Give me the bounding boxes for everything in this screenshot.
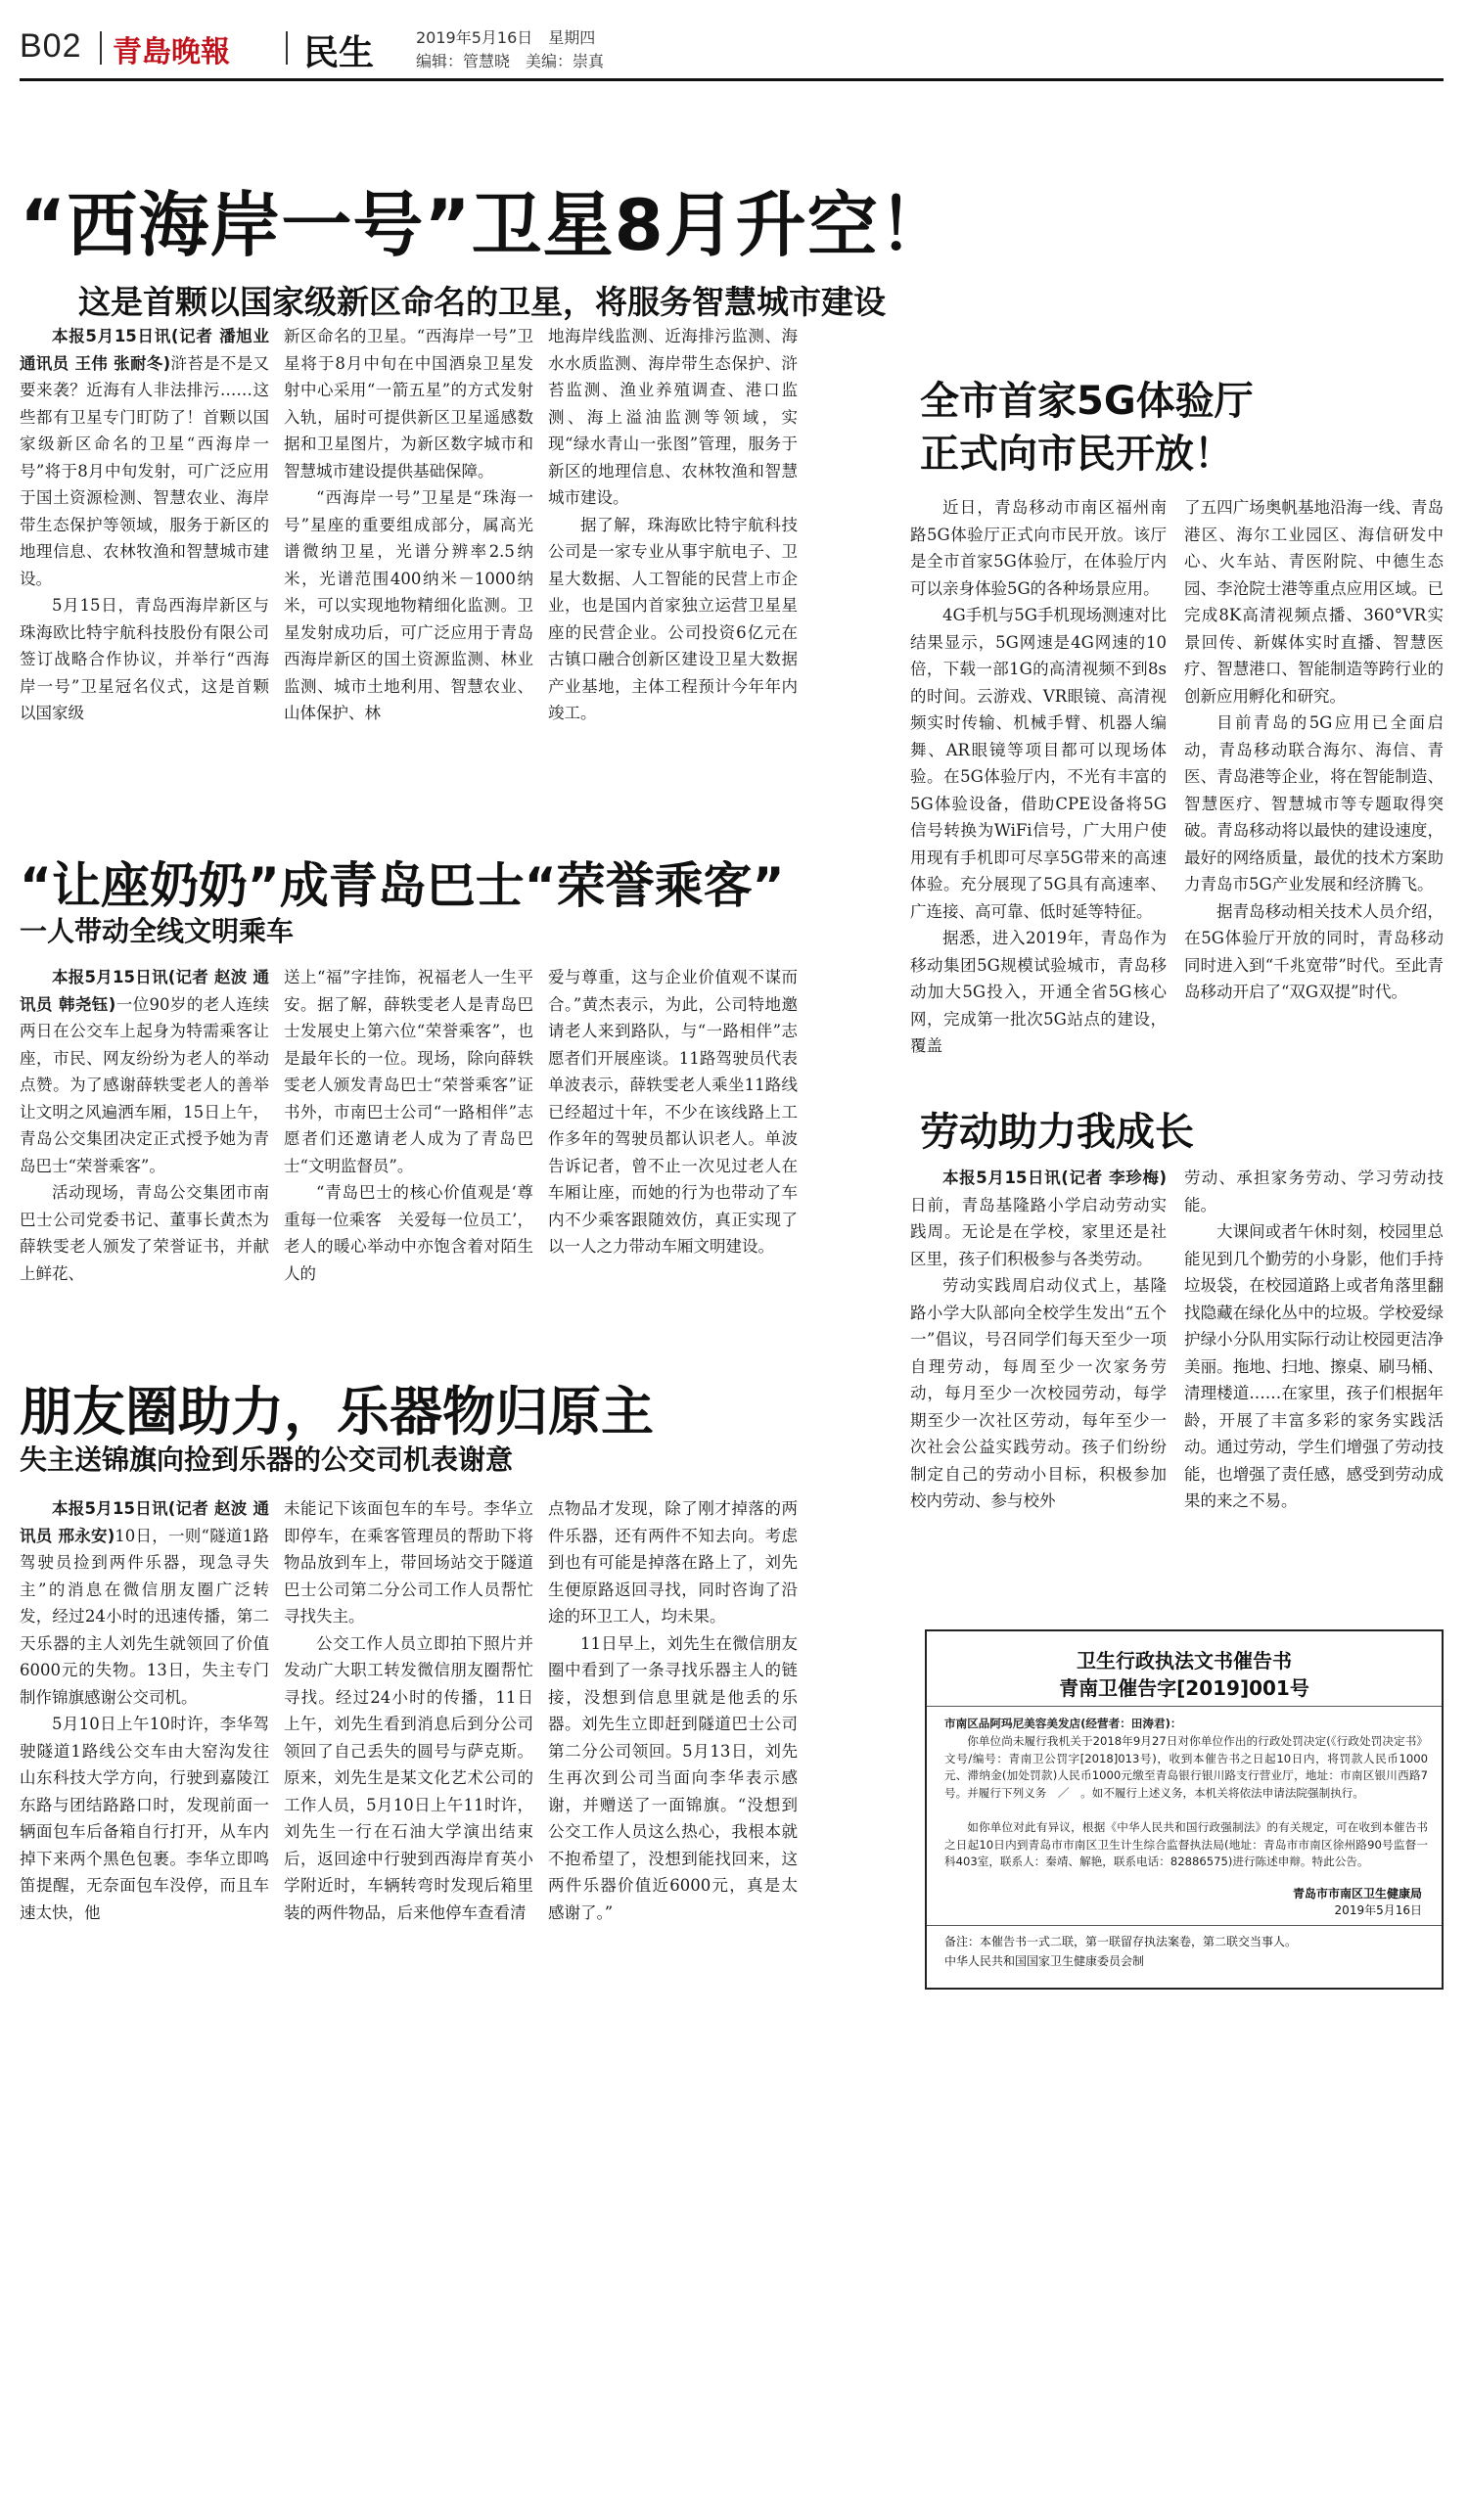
notice-signature-org: 青岛市市南区卫生健康局 bbox=[1292, 1887, 1422, 1901]
story1-column-1 bbox=[20, 323, 269, 812]
story4-headline-line1: 全市首家5G体验厅 bbox=[920, 379, 1254, 424]
story2-paragraph: 爱与尊重，这与企业价值观不谋而合。”黄杰表示，为此，公司特地邀请老人来到路队，与“一路相伴”志愿者们开展座谈。11路驾驶员代表单波表示，薛轶雯老人乘坐11路线已经超过十年，不少在该线路上工作多年的驾驶员都认识老人。单波告诉记者，曾不止一次见过老人在车厢让座，而她的行为也带动了车内不少乘客跟随效仿，真正实现了以一人之力带动车厢文明建设。 bbox=[548, 968, 798, 1256]
notice-signature-date: 2019年5月16日 bbox=[1334, 1903, 1422, 1917]
notice-footer-divider bbox=[927, 1925, 1442, 1926]
notice-divider bbox=[927, 1706, 1442, 1707]
story4-paragraph: 4G手机与5G手机现场测速对比结果显示，5G网速是4G网速的10倍，下载一部1G的高清视频不到8s的时间。云游戏、VR眼镜、高清视频实时传输、机械手臂、机器人编舞、AR眼镜等项目都可以现场体验。在5G体验厅内，不光有丰富的5G体验设备，借助CPE设备将5G信号转换为WiFi信号，广大用户使用现有手机即可尽享5G带来的高速体验。充分展现了5G具有高速率、广连接、高可靠、低时延等特征。 bbox=[910, 606, 1167, 921]
story2-column-1 bbox=[20, 964, 269, 1355]
editor-credits: 编辑：管慧晓 美编：崇真 bbox=[416, 52, 605, 70]
story3-subheadline: 失主送锦旗向捡到乐器的公交司机表谢意 bbox=[20, 1443, 514, 1476]
story4-column-2 bbox=[1184, 494, 1444, 1077]
story3-paragraph: 点物品才发现，除了刚才掉落的两件乐器，还有两件不知去向。考虑到也有可能是掉落在路上了，刘先生便原路返回寻找，同时咨询了沿途的环卫工人，均未果。 bbox=[548, 1499, 798, 1626]
story1-paragraph: 新区命名的卫星。“西海岸一号”卫星将于8月中旬在中国酒泉卫星发射中心采用“一箭五星”的方式发射入轨，届时可提供新区卫星遥感数据和卫星图片，为新区数字城市和智慧城市建设提供基础保障。 bbox=[284, 327, 533, 481]
story3-paragraph: 未能记下该面包车的车号。李华立即停车，在乘客管理员的帮助下将物品放到车上，带回场站交于隧道巴士公司第二分公司工作人员帮忙寻找失主。 bbox=[284, 1499, 533, 1626]
notice-paragraph: 你单位尚未履行我机关于2018年9月27日对你单位作出的行政处罚决定(《行政处罚决定书》文号/编号：青南卫公罚字[2018]013号)，收到本催告书之日起10日内，将罚款人民币1000元、滞纳金(加处罚款)人民币1000元缴至青岛银行银川路支行营业厅，地址：市南区银川西路7号。并履行下列义务 ／ 。如不履行上述义务，本机关将依法申请法院强制执行。 bbox=[944, 1734, 1428, 1800]
masthead bbox=[20, 22, 1444, 72]
story2-subheadline: 一人带动全线文明乘车 bbox=[20, 915, 295, 947]
story5-column-2 bbox=[1184, 1165, 1444, 1595]
story3-column-1 bbox=[20, 1495, 269, 2063]
notice-number: 青南卫催告字[2019]001号 bbox=[1059, 1676, 1309, 1700]
story1-column-3 bbox=[548, 323, 798, 812]
story1-headline: “西海岸一号”卫星8月升空！ bbox=[20, 184, 950, 266]
section-title: 民生 bbox=[303, 33, 375, 73]
story5-headline: 劳动助力我成长 bbox=[920, 1110, 1194, 1155]
story2-paragraph: 一位90岁的老人连续两日在公交车上起身为特需乘客让座，市民、网友纷纷为老人的举动点赞。为了感谢薛轶雯老人的善举让文明之风遍洒车厢，15日上午，青岛公交集团决定正式授予她为青岛巴士“荣誉乘客”。 bbox=[20, 994, 269, 1175]
story1-paragraph: 5月15日，青岛西海岸新区与珠海欧比特宇航科技股份有限公司签订战略合作协议，并举行“西海岸一号”卫星冠名仪式，这是首颗以国家级 bbox=[20, 596, 269, 722]
story3-column-2 bbox=[284, 1495, 533, 2063]
story2-column-3 bbox=[548, 964, 798, 1355]
notice-footnote: 备注：本催告书一式二联，第一联留存执法案卷，第二联交当事人。 bbox=[944, 1935, 1298, 1948]
enforcement-notice bbox=[925, 1629, 1444, 1990]
masthead-divider bbox=[100, 31, 102, 65]
story5-paragraph: 劳动、承担家务劳动、学习劳动技能。 bbox=[1184, 1168, 1444, 1214]
story4-paragraph: 近日，青岛移动市南区福州南路5G体验厅正式向市民开放。该厅是全市首家5G体验厅，在体验厅内可以亲身体验5G的各种场景应用。 bbox=[910, 498, 1167, 598]
story1-paragraph: 地海岸线监测、近海排污监测、海水水质监测、海岸带生态保护、浒苔监测、渔业养殖调查、港口监测、海上溢油监测等领域，实现“绿水青山一张图”管理，服务于新区的地理信息、农林牧渔和智慧城市建设。 bbox=[548, 327, 798, 507]
issue-date: 2019年5月16日 星期四 bbox=[416, 28, 596, 47]
story5-byline: 本报5月15日讯(记者 李珍梅) bbox=[942, 1168, 1167, 1187]
story5-column-1 bbox=[910, 1165, 1167, 1595]
notice-title: 卫生行政执法文书催告书 bbox=[1077, 1649, 1292, 1672]
story3-headline: 朋友圈助力，乐器物归原主 bbox=[20, 1381, 654, 1443]
notice-paragraph: 如你单位对此有异议，根据《中华人民共和国行政强制法》的有关规定，可在收到本催告书之日起10日内到青岛市市南区卫生计生综合监督执法局(地址：青岛市市南区徐州路90号监督一科403室，联系人：秦靖、解艳，联系电话：82886575)进行陈述申辩。特此公告。 bbox=[944, 1820, 1428, 1868]
masthead-divider bbox=[286, 31, 288, 65]
notice-body-2 bbox=[944, 1819, 1428, 1871]
story4-paragraph: 据青岛移动相关技术人员介绍，在5G体验厅开放的同时，青岛移动同时进入到“千兆宽带”时代。至此青岛移动开启了“双G双提”时代。 bbox=[1184, 901, 1444, 1001]
story4-column-1 bbox=[910, 494, 1167, 1077]
story4-paragraph: 据悉，进入2019年，青岛作为移动集团5G规模试验城市，青岛移动加大5G投入，开通全省5G核心网，完成第一批次5G站点的建设，覆盖 bbox=[910, 929, 1167, 1055]
story2-column-2 bbox=[284, 964, 533, 1355]
story3-paragraph: 5月10日上午10时许，李华驾驶隧道1路线公交车由大窑沟发往山东科技大学方向，行驶到嘉陵江东路与团结路路口时，发现前面一辆面包车后备箱自行打开，从车内掉下来两个黑色包裹。李华立即鸣笛提醒，无奈面包车没停，而且车速太快，他 bbox=[20, 1715, 269, 1922]
story5-paragraph: 大课间或者午休时刻，校园里总能见到几个勤劳的小身影，他们手持垃圾袋，在校园道路上或者角落里翻找隐藏在绿化丛中的垃圾。学校爱绿护绿小分队用实际行动让校园更洁净美丽。拖地、扫地、擦桌、刷马桶、清理楼道……在家里，孩子们根据年龄，开展了丰富多彩的家务实践活动。通过劳动，学生们增强了劳动技能，也增强了责任感，感受到劳动成果的来之不易。 bbox=[1184, 1222, 1444, 1510]
story2-paragraph: 活动现场，青岛公交集团市南巴士公司党委书记、董事长黄杰为薛轶雯老人颁发了荣誉证书，并献上鲜花、 bbox=[20, 1183, 269, 1283]
page-number: B02 bbox=[20, 27, 82, 65]
newspaper-logo: 青島晚報 bbox=[113, 35, 230, 69]
story3-paragraph: 公交工作人员立即拍下照片并发动广大职工转发微信朋友圈帮忙寻找。经过24小时的传播，11日上午，刘先生看到消息后到分公司领回了自己丢失的圆号与萨克斯。原来，刘先生是某文化艺术公司的工作人员，5月10日上午11时许，刘先生一行在石油大学演出结束后，返回途中行驶到西海岸育英小学附近时，车辆转弯时发现后箱里装的两件物品，后来他停车查看清 bbox=[284, 1633, 533, 1922]
story2-paragraph: 送上“福”字挂饰，祝福老人一生平安。据了解，薛轶雯老人是青岛巴士发展史上第六位“荣誉乘客”，也是最年长的一位。现场，除向薛轶雯老人颁发青岛巴士“荣誉乘客”证书外，市南巴士公司“一路相伴”志愿者们还邀请老人成为了青岛巴士“文明监督员”。 bbox=[284, 968, 533, 1175]
story1-subheadline: 这是首颗以国家级新区命名的卫星，将服务智慧城市建设 bbox=[78, 283, 886, 321]
masthead-rule bbox=[20, 78, 1444, 81]
story1-paragraph: 浒苔是不是又要来袭？近海有人非法排污……这些都有卫星专门盯防了！首颗以国家级新区命名的卫星“西海岸一号”将于8月中旬发射，可广泛应用于国土资源检测、智慧农业、海岸带生态保护等领域，服务于新区的地理信息、农林牧渔和智慧城市建设。 bbox=[20, 353, 269, 588]
story2-headline: “让座奶奶”成青岛巴士“荣誉乘客” bbox=[20, 857, 785, 914]
story3-byline: 本报5月15日讯(记者 赵波 通讯员 邢永安) bbox=[20, 1499, 269, 1545]
story5-paragraph: 日前，青岛基隆路小学启动劳动实践周。无论是在学校，家里还是社区里，孩子们积极参与各类劳动。 bbox=[910, 1195, 1167, 1268]
story1-paragraph: “西海岸一号”卫星是“珠海一号”星座的重要组成部分，属高光谱微纳卫星，光谱分辨率2.5纳米，光谱范围400纳米－1000纳米，可以实现地物精细化监测。卫星发射成功后，可广泛应用于青岛西海岸新区的国土资源监测、林业监测、城市土地利用、智慧农业、山体保护、林 bbox=[284, 488, 533, 722]
story3-paragraph: 11日早上，刘先生在微信朋友圈中看到了一条寻找乐器主人的链接，没想到信息里就是他丢的乐器。刘先生立即赶到隧道巴士公司第二分公司领回。5月13日，刘先生再次到公司当面向李华表示感谢，并赠送了一面锦旗。“没想到公交工作人员这么热心，我根本就不抱希望了，没想到能找回来，这两件乐器价值近6000元，真是太感谢了。” bbox=[548, 1633, 798, 1922]
story1-byline: 本报5月15日讯(记者 潘旭业 通讯员 王伟 张耐冬) bbox=[20, 327, 269, 373]
story1-paragraph: 据了解，珠海欧比特宇航科技公司是一家专业从事宇航电子、卫星大数据、人工智能的民营上市企业，也是国内首家独立运营卫星星座的民营企业。公司投资6亿元在古镇口融合创新区建设卫星大数据产业基地，主体工程预计今年年内竣工。 bbox=[548, 515, 798, 722]
story2-paragraph: “青岛巴士的核心价值观是‘尊重每一位乘客 关爱每一位员工’，老人的暖心举动中亦饱含着对陌生人的 bbox=[284, 1183, 533, 1283]
story3-column-3 bbox=[548, 1495, 798, 2063]
notice-issuer: 中华人民共和国国家卫生健康委员会制 bbox=[944, 1954, 1145, 1968]
story4-paragraph: 了五四广场奥帆基地沿海一线、青岛港区、海尔工业园区、海信研发中心、火车站、青医附院、中德生态园、李沧院士港等重点应用区域。已完成8K高清视频点播、360°VR实景回传、新媒体实时直播、智慧医疗、智慧港口、智能制造等跨行业的创新应用孵化和研究。 bbox=[1184, 498, 1444, 706]
story1-column-2 bbox=[284, 323, 533, 812]
story5-paragraph: 劳动实践周启动仪式上，基隆路小学大队部向全校学生发出“五个一”倡议，号召同学们每天至少一项自理劳动，每周至少一次家务劳动，每月至少一次校园劳动，每学期至少一次社区劳动，每年至少一次社会公益实践劳动。孩子们纷纷制定自己的劳动小目标，积极参加校内劳动、参与校外 bbox=[910, 1276, 1167, 1510]
story2-byline: 本报5月15日讯(记者 赵波 通讯员 韩尧钰) bbox=[20, 968, 269, 1014]
story3-paragraph: 10日，一则“隧道1路驾驶员捡到两件乐器，现急寻失主”的消息在微信朋友圈广泛转发，经过24小时的迅速传播，第二天乐器的主人刘先生就领回了价值6000元的失物。13日，失主专门制作锦旗感谢公交司机。 bbox=[20, 1526, 269, 1707]
story4-headline-line2: 正式向市民开放！ bbox=[920, 432, 1233, 477]
story4-paragraph: 目前青岛的5G应用已全面启动，青岛移动联合海尔、海信、青医、青岛港等企业，将在智能制造、智慧医疗、智慧城市等专题取得突破。青岛移动将以最快的建设速度，最好的网络质量，最优的技术方案助力青岛市5G产业发展和经济腾飞。 bbox=[1184, 713, 1444, 893]
notice-addressee: 市南区品阿玛尼美容美发店(经营者：田涛君)： bbox=[944, 1717, 1182, 1730]
notice-body-1 bbox=[944, 1733, 1428, 1802]
